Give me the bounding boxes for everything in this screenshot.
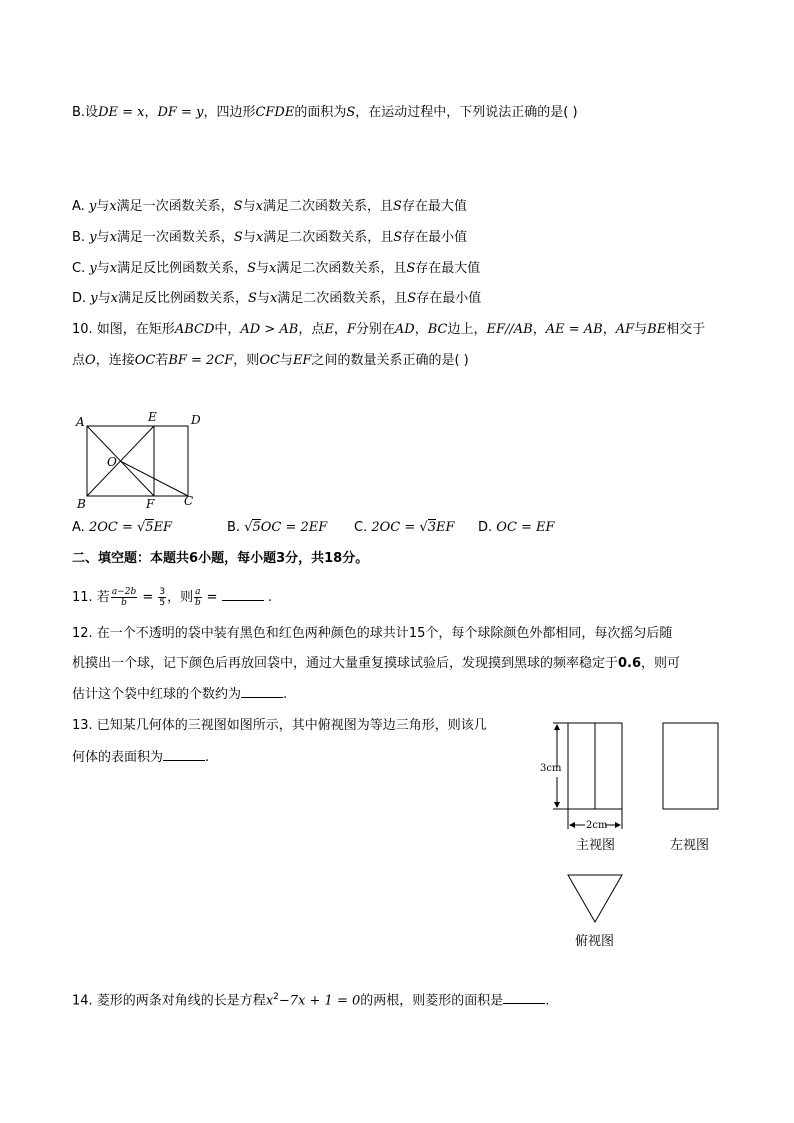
q12-line1: 12. 在一个不透明的袋中装有黑色和红色两种颜色的球共计15个，每个球除颜色外都相同，每次摇匀后随 (72, 626, 673, 641)
q9-option-c: C. y与x满足反比例函数关系，S与x满足二次函数关系，且S存在最大值 (72, 261, 481, 276)
q10-option-b: B. √5OC = 2EF (227, 520, 328, 535)
q14-answer-blank[interactable] (503, 991, 545, 1004)
fraction-2: $\frac{3}{5}$ (159, 587, 166, 608)
q10-option-d: D. OC = EF (478, 520, 555, 535)
q9-option-a: A. y与x满足一次函数关系，S与x满足二次函数关系，且S存在最大值 (72, 199, 467, 214)
section-2-heading: 二、填空题：本题共6小题，每小题3分，共18分。 (72, 551, 369, 566)
label-d: D (191, 413, 201, 427)
label-a: A (76, 415, 85, 429)
top-view-label: 俯视图 (575, 934, 615, 949)
q10-line1: 10. 如图，在矩形ABCD中，AD > AB，点E，F分别在AD，BC边上，EF//AB，AE = AB，AF与BE相交于 (72, 322, 706, 337)
label-b: B (77, 497, 86, 511)
q10-option-c: C. 2OC = √3EF (354, 520, 455, 535)
label-f: F (146, 497, 155, 511)
q10-line2: 点O，连接OC若BF = 2CF，则OC与EF之间的数量关系正确的是( ) (72, 353, 469, 368)
height-label: 3cm (540, 763, 562, 774)
left-view-label: 左视图 (670, 838, 710, 853)
q11-answer-blank[interactable] (222, 588, 264, 601)
q9-option-d: D. y与x满足反比例函数关系，S与x满足二次函数关系，且S存在最小值 (72, 291, 482, 306)
q12-answer-blank[interactable] (241, 685, 283, 698)
label-c: C (184, 494, 194, 508)
width-label: 2cm (586, 820, 608, 831)
left-view-rect (663, 723, 718, 809)
label-e: E (148, 410, 157, 424)
q13-answer-blank[interactable] (163, 748, 205, 761)
rect-abcd (87, 426, 188, 496)
top-view-triangle (568, 875, 622, 922)
q13-line2: 何体的表面积为 . (72, 750, 210, 765)
q9-option-b: B. y与x满足一次函数关系，S与x满足二次函数关系，且S存在最小值 (72, 230, 468, 245)
q12-line3: 估计这个袋中红球的个数约为 . (72, 687, 288, 702)
q10-option-a: A. 2OC = √5EF (72, 520, 173, 535)
q9-condition-line: B.设DE = x，DF = y，四边形CFDE的面积为S，在运动过程中，下列说法正确的是( ) (72, 105, 578, 120)
q14-line: 14. 菱形的两条对角线的长是方程$x^2-7x + 1 = 0$的两根，则菱形的面积是 . (72, 992, 550, 1009)
fraction-3: $\frac{a}{b}$ (194, 587, 201, 608)
q10-rectangle-figure (70, 408, 210, 514)
q11-line: 11. 若 $\frac{a-2b}{b}$ = $\frac{3}{5}$ ，则 $\frac{a}{b}$ = . (72, 587, 272, 608)
q13-line1: 13. 已知某几何体的三视图如图所示，其中俯视图为等边三角形，则该几 (72, 718, 487, 733)
label-o: O (107, 455, 117, 469)
fraction-1: $\frac{a-2b}{b}$ (111, 587, 137, 608)
front-view-label: 主视图 (576, 838, 616, 853)
q12-line2: 机摸出一个球，记下颜色后再放回袋中，通过大量重复摸球试验后，发现摸到黑球的频率稳定于0.6，则可 (72, 656, 681, 671)
